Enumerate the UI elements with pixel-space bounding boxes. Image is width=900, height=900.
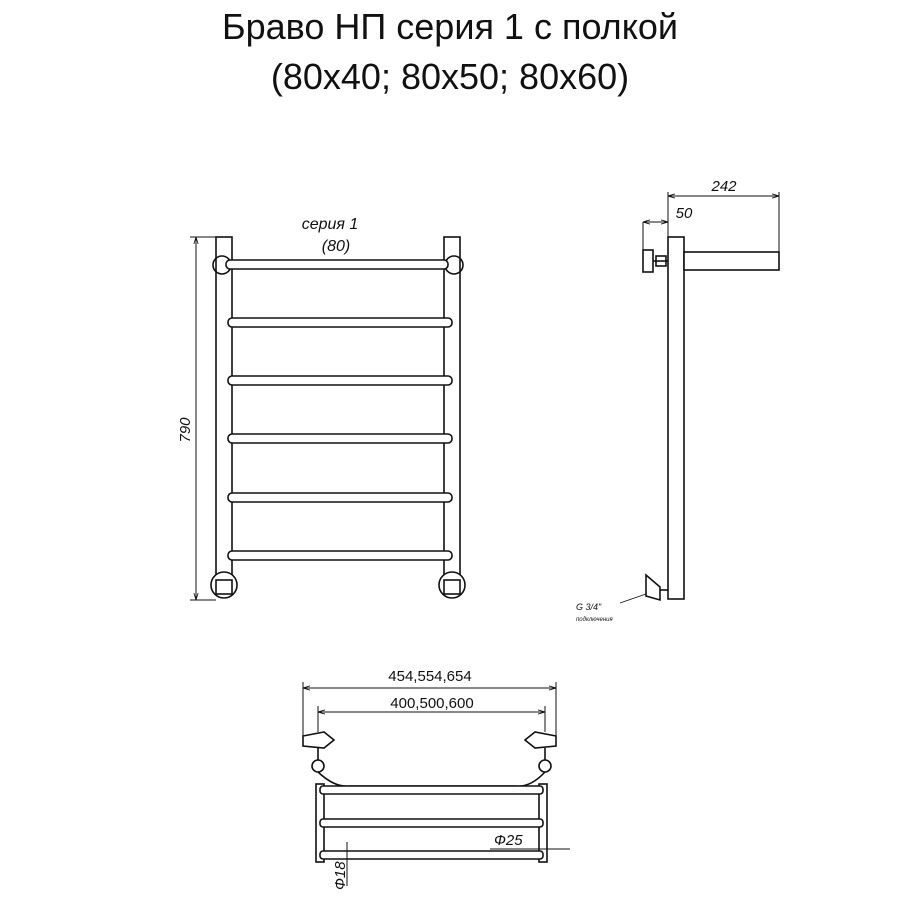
rung (228, 551, 452, 560)
top-wall-bracket (643, 250, 653, 272)
drawing-subtitle: (80х40; 80х50; 80х60) (270, 56, 630, 97)
side-shelf-arm (684, 252, 779, 270)
rung (228, 376, 452, 385)
right-wall-mount (525, 732, 556, 748)
series-value: (80) (321, 238, 351, 255)
depth-dimension: 242 (711, 178, 737, 195)
side-view (620, 192, 779, 603)
top-rung (320, 786, 543, 794)
inner-width-dimension: 400,500,600 (390, 695, 474, 712)
drawing-title: Браво НП серия 1 с полкой (222, 6, 678, 47)
rung (228, 493, 452, 502)
connection-note: подключения (576, 617, 613, 623)
front-view (190, 237, 465, 600)
height-dimension: 790 (177, 417, 194, 443)
rung-diameter: Ф18 (332, 861, 349, 890)
rung (228, 434, 452, 443)
right-fitting (539, 760, 551, 772)
top-rung (320, 819, 543, 827)
left-wall-mount (303, 732, 334, 748)
pipe-diameter: Ф25 (494, 832, 523, 849)
series-label: серия 1 (301, 216, 359, 233)
left-riser (216, 237, 232, 594)
connection-label: G 3/4" (576, 602, 602, 612)
right-riser (444, 237, 460, 594)
top-shelf-rail (226, 260, 448, 269)
top-rung (320, 851, 543, 859)
outer-width-dimension: 454,554,654 (388, 668, 472, 685)
top-view (303, 682, 570, 886)
bottom-connection (646, 575, 660, 600)
left-fitting (312, 760, 324, 772)
shelf-support (318, 772, 545, 786)
side-riser (668, 237, 684, 599)
offset-dimension: 50 (675, 205, 693, 222)
rung (228, 318, 452, 327)
